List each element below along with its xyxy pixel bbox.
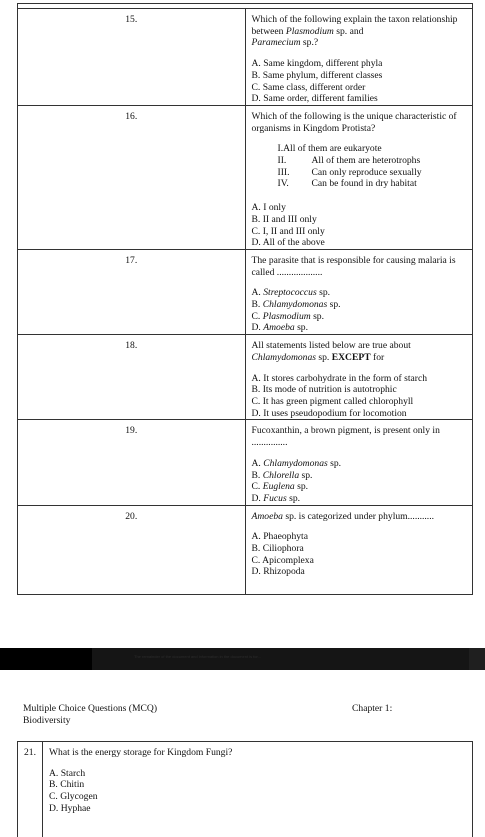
question-text: All statements listed below are true about Chlamydomonas sp. EXCEPT for xyxy=(252,340,467,363)
option-a: A. It stores carbohydrate in the form of starch xyxy=(252,373,467,385)
option-c: C. It has green pigment called chlorophyll xyxy=(252,396,467,408)
option-d: D. Hyphae xyxy=(49,803,466,815)
question-row-20 xyxy=(18,505,473,594)
question-text: Amoeba sp. is categorized under phylum........... xyxy=(252,511,467,523)
band-text: The remainder of the document and information in the document is for... xyxy=(134,655,261,660)
options-list xyxy=(252,287,467,334)
question-text: The parasite that is responsible for causing malaria is called ................... xyxy=(252,255,467,278)
statement-1: I. All of them are eukaryote xyxy=(278,143,467,155)
options-list xyxy=(252,373,467,420)
option-d: D. Fucus sp. xyxy=(252,493,467,505)
option-b: B. II and III only xyxy=(252,214,467,226)
option-c: C. I, II and III only xyxy=(252,226,467,238)
option-b: B. Its mode of nutrition is autotrophic xyxy=(252,384,467,396)
question-text: Which of the following explain the taxon relationship between Plasmodium sp. and Paramecium sp.? xyxy=(252,14,467,49)
question-number: 19. xyxy=(18,420,246,505)
option-c: C. Same class, different order xyxy=(252,82,467,94)
band-inner xyxy=(92,648,469,670)
option-a: A. Phaeophyta xyxy=(252,531,467,543)
option-a: A. Chlamydomonas sp. xyxy=(252,458,467,470)
option-d: D. Amoeba sp. xyxy=(252,322,467,334)
header-title: Multiple Choice Questions (MCQ) xyxy=(23,703,273,715)
statement-3: III. Can only reproduce sexually xyxy=(278,167,467,179)
question-row-19 xyxy=(18,420,473,505)
option-a: A. I only xyxy=(252,202,467,214)
option-b: B. Chlorella sp. xyxy=(252,470,467,482)
question-number: 16. xyxy=(18,105,246,249)
options-list xyxy=(252,458,467,505)
option-c: C. Glycogen xyxy=(49,791,466,803)
option-d: D. All of the above xyxy=(252,237,467,249)
option-c: C. Euglena sp. xyxy=(252,481,467,493)
option-c: C. Plasmodium sp. xyxy=(252,311,467,323)
option-b: B. Chlamydomonas sp. xyxy=(252,299,467,311)
option-c: C. Apicomplexa xyxy=(252,555,467,567)
question-number: 18. xyxy=(18,335,246,420)
question-text: Which of the following is the unique characteristic of organisms in Kingdom Protista? xyxy=(252,111,467,134)
question-number: 17. xyxy=(18,249,246,334)
statement-2: II. All of them are heterotrophs xyxy=(278,155,467,167)
question-text: What is the energy storage for Kingdom Fungi? xyxy=(49,747,466,759)
page-header-left xyxy=(23,703,273,726)
statement-4: IV. Can be found in dry habitat xyxy=(278,178,467,190)
band-edge xyxy=(469,648,485,670)
options-list xyxy=(49,768,466,815)
option-b: B. Same phylum, different classes xyxy=(252,70,467,82)
question-table xyxy=(17,3,473,595)
option-d: D. Same order, different families xyxy=(252,93,467,105)
option-a: A. Same kingdom, different phyla xyxy=(252,58,467,70)
question-row-18 xyxy=(18,335,473,420)
page-break-band xyxy=(0,648,485,670)
option-b: B. Ciliophora xyxy=(252,543,467,555)
option-d: D. Rhizopoda xyxy=(252,566,467,578)
page-header-chapter: Chapter 1: xyxy=(352,703,392,715)
question-row-17 xyxy=(18,249,473,334)
question-number: 20. xyxy=(18,505,246,594)
question-row-16 xyxy=(18,105,473,249)
question-text: Fucoxanthin, a brown pigment, is present only in ............... xyxy=(252,425,467,448)
question-table-page-two xyxy=(17,741,473,837)
option-b: B. Chitin xyxy=(49,779,466,791)
option-a: A. Starch xyxy=(49,768,466,780)
options-list xyxy=(252,531,467,578)
option-a: A. Streptococcus sp. xyxy=(252,287,467,299)
option-d: D. It uses pseudopodium for locomotion xyxy=(252,408,467,420)
options-list xyxy=(252,202,467,249)
statement-list xyxy=(278,143,467,190)
header-subject: Biodiversity xyxy=(23,715,273,727)
question-row-15 xyxy=(18,9,473,106)
question-number: 21. xyxy=(18,742,43,837)
question-number: 15. xyxy=(18,9,246,106)
options-list xyxy=(252,58,467,105)
question-row-21 xyxy=(18,742,473,837)
